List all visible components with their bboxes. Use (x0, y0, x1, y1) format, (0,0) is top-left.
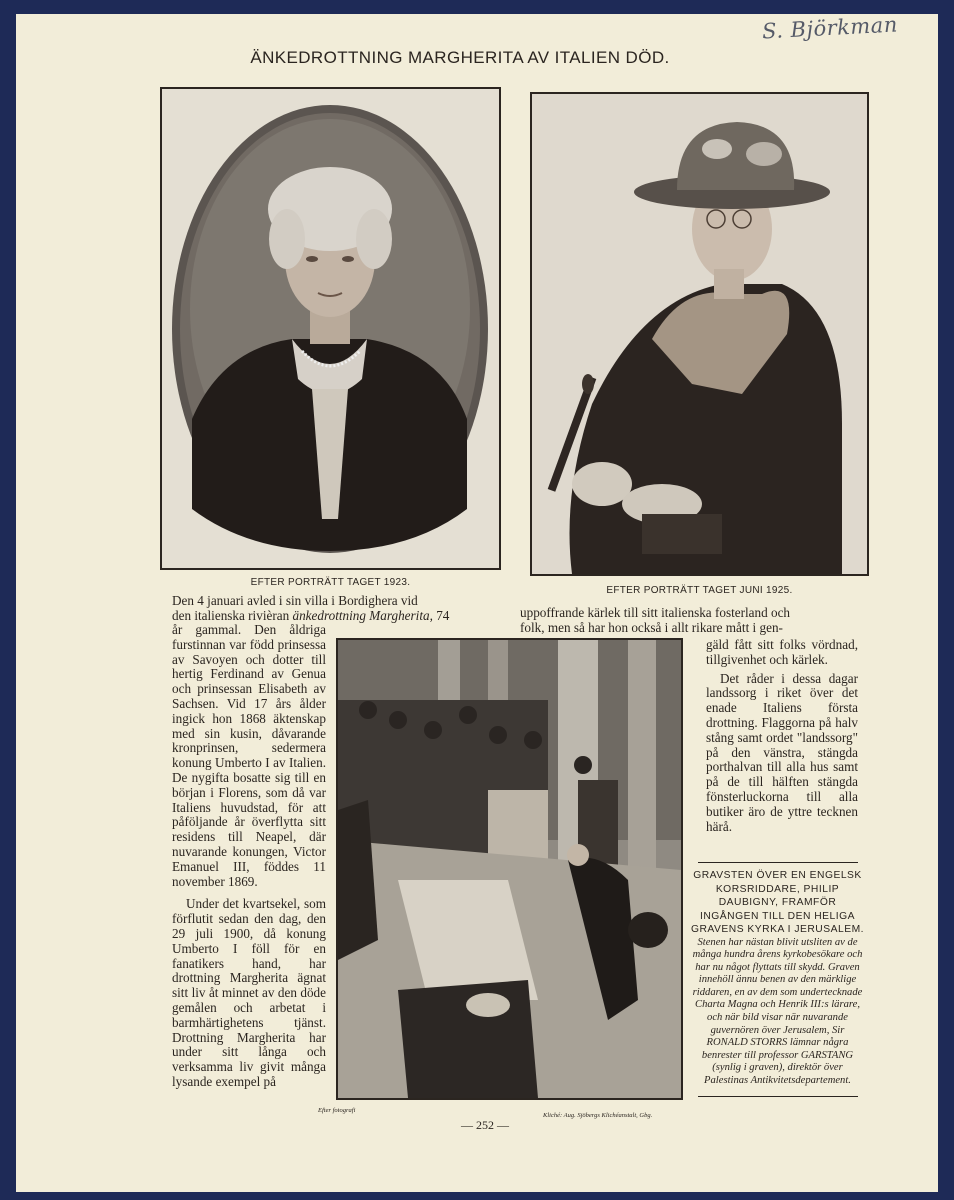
portrait-1925-image (532, 94, 867, 574)
intro-line-1: Den 4 januari avled i sin villa i Bordighera vid (172, 593, 418, 608)
left-col-paragraph-1: år gammal. Den åldriga furstinnan var född prinsessa av Savoyen och dotter till hertig Ferdinand av Genua och prinsessan Elisabeth av Sachsen. Vid 17 års ålder ingick hon 1868 äktenskap med sin kusin, dåvarande kronprinsen, sedermera konung Umberto I av Italien. De nygifta bosatte sig till en början i Florens, som då var Italiens huvudstad, för att påföljande år överflytta sitt residens till Neapel, där nuvarande konungen, Victor Emanuel III, föddes 11 november 1869. (172, 622, 326, 889)
grave-photo-image (338, 640, 681, 1098)
article-left-column (172, 623, 326, 1090)
caption-bottom-rule (698, 1096, 858, 1097)
intro-line-2a: den italienska rivièran (172, 607, 293, 623)
caption-top-rule (698, 862, 858, 863)
headline: ÄNKEDROTTNING MARGHERITA AV ITALIEN DÖD. (250, 48, 670, 67)
portrait-1925 (530, 92, 869, 576)
grave-caption-heading: GRAVSTEN ÖVER EN ENGELSK KORSRIDDARE, PHILIP DAUBIGNY, FRAMFÖR INGÅNGEN TILL DEN HELIGA GRAVENS KYRKA I JERUSALEM. (690, 870, 865, 935)
portrait-1923-caption: EFTER PORTRÄTT TAGET 1923. (250, 577, 411, 588)
article-right-column (706, 638, 858, 834)
grave-photo (336, 638, 683, 1100)
handwritten-signature: S. Björkman (761, 12, 899, 44)
portrait-1923-image (162, 89, 499, 568)
grave-caption-body: Stenen har nästan blivit utsliten av de många hundra årens kyrkobesökare och har nu något flyttats till skydd. Graven innehöll ännu benen av den märklige riddaren, en av dem som undertecknade Charta Magna och Henrik III:s lärare, och när bild visar när nuvarande guvernören över Jerusalem, Sir RONALD STORRS lämnar några benrester till professor GARSTANG (synlig i graven), direktör över Palestinas Antikvitetsdepartement. (692, 936, 863, 1087)
right-col-paragraph-1: gäld fått sitt folks vördnad, tillgivenhet och kärlek. (706, 637, 858, 667)
left-col-paragraph-2: Under det kvartsekel, som förflutit sedan den dag, den 29 juli 1900, då konung Umberto I föll för en fanatikers hand, har drottning Margherita ägnat sitt liv åt minnet av den döde gemålen och arbetat i barmhärtighetens tjänst. Drottning Margherita har under sitt långa och verksamma liv givit många lysande exempel på (172, 896, 326, 1089)
intro-line-2b: änkedrottning Margherita, (292, 607, 433, 623)
right-col-line-2: folk, men så har hon också i allt rikare mått i gen- (520, 619, 783, 635)
photo-credit-left: Efter fotografi (318, 1107, 356, 1114)
page-number: — 252 — (461, 1118, 509, 1132)
right-col-line-1: uppoffrande kärlek till sitt italienska fosterland och (520, 605, 791, 620)
portrait-1923 (160, 87, 501, 570)
article-intro (172, 594, 494, 624)
portrait-1925-caption: EFTER PORTRÄTT TAGET JUNI 1925. (606, 585, 793, 596)
photo-credit-right: Kliché: Aug. Sjöbergs Klichéanstalt, Gbg. (543, 1112, 653, 1119)
grave-caption (690, 862, 865, 1097)
intro-line-2c: 74 (432, 607, 450, 623)
right-col-paragraph-2: Det råder i dessa dagar landssorg i riket över det enade Italiens första drottning. Flaggorna på halv stång samt ordet "landssorg" på den vänstra, stängda porthalvan till alla hus samt på de till hälften stängda fönsterluckorna till alla butiker äro de yttre tecknen härå. (706, 670, 858, 834)
article-right-top (520, 606, 858, 636)
